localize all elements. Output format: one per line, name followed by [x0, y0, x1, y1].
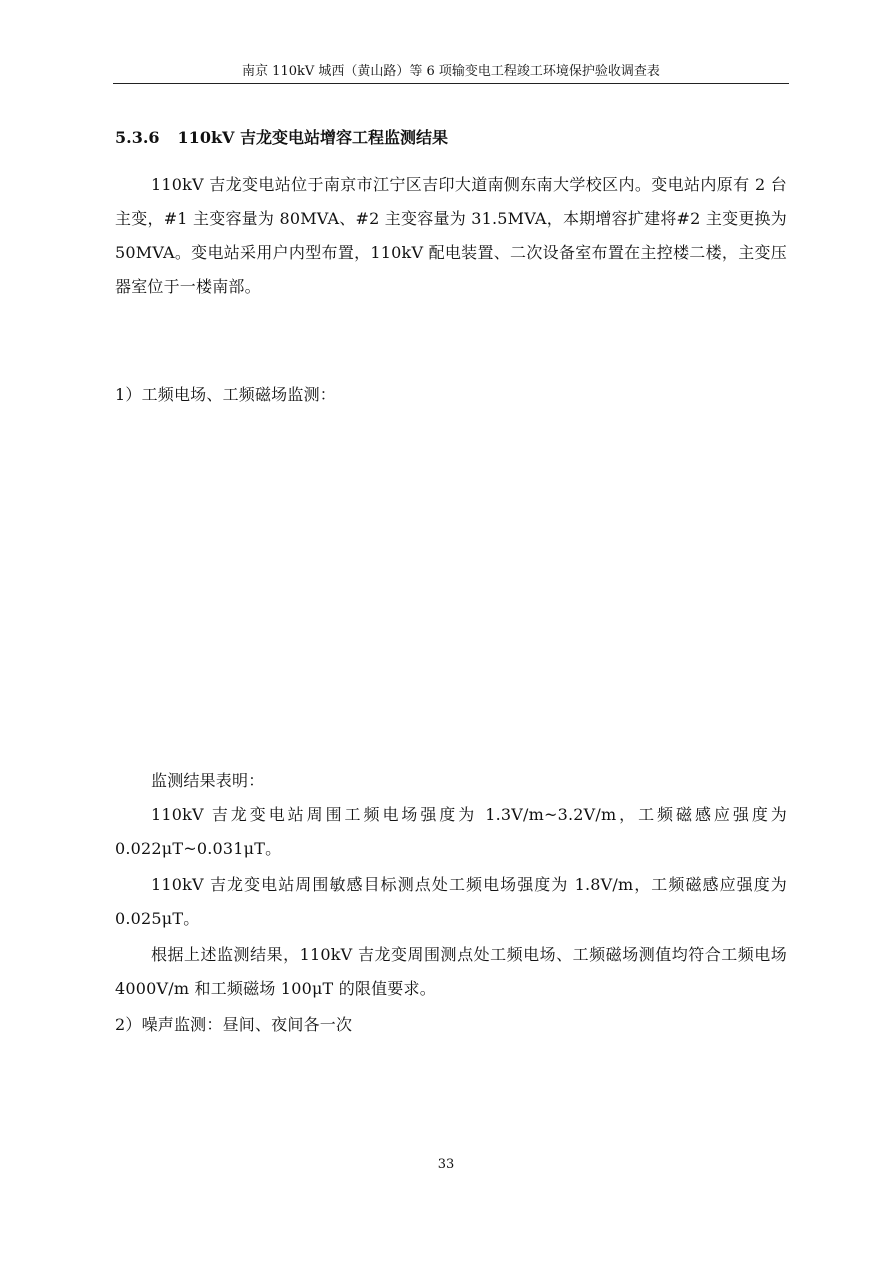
section-title: 110kV 吉龙变电站增容工程监测结果: [177, 128, 449, 147]
monitoring-item-emf: 1）工频电场、工频磁场监测：: [115, 385, 336, 404]
section-number: 5.3.6: [115, 128, 160, 147]
header-rule: [113, 83, 789, 84]
results-heading: 监测结果表明：: [151, 771, 265, 790]
page-number: 33: [437, 1157, 455, 1172]
section-heading: [115, 127, 448, 149]
monitoring-item-noise: 2）噪声监测：昼间、夜间各一次: [115, 1015, 353, 1034]
intro-paragraph: 110kV 吉龙变电站位于南京市江宁区吉印大道南侧东南大学校区内。变电站内原有 2 台主变，#1 主变容量为 80MVA、#2 主变容量为 31.5MVA，本期增容扩建将#2 主变更换为 50MVA。变电站采用户内型布置，110kV 配电装置、二次设备室布置在主控楼二楼，主变压器室位于一楼南部。: [115, 175, 787, 296]
conclusion-paragraph: 根据上述监测结果，110kV 吉龙变周围测点处工频电场、工频磁场测值均符合工频电场 4000V/m 和工频磁场 100μT 的限值要求。: [115, 945, 787, 998]
result-paragraph-surroundings: 110kV 吉龙变电站周围工频电场强度为 1.3V/m~3.2V/m，工频磁感应强度为 0.022μT~0.031μT。: [115, 805, 787, 858]
result-paragraph-sensitive-target: 110kV 吉龙变电站周围敏感目标测点处工频电场强度为 1.8V/m，工频磁感应强度为 0.025μT。: [115, 875, 787, 928]
running-header: 南京 110kV 城西（黄山路）等 6 项输变电工程竣工环境保护验收调查表: [242, 64, 660, 79]
